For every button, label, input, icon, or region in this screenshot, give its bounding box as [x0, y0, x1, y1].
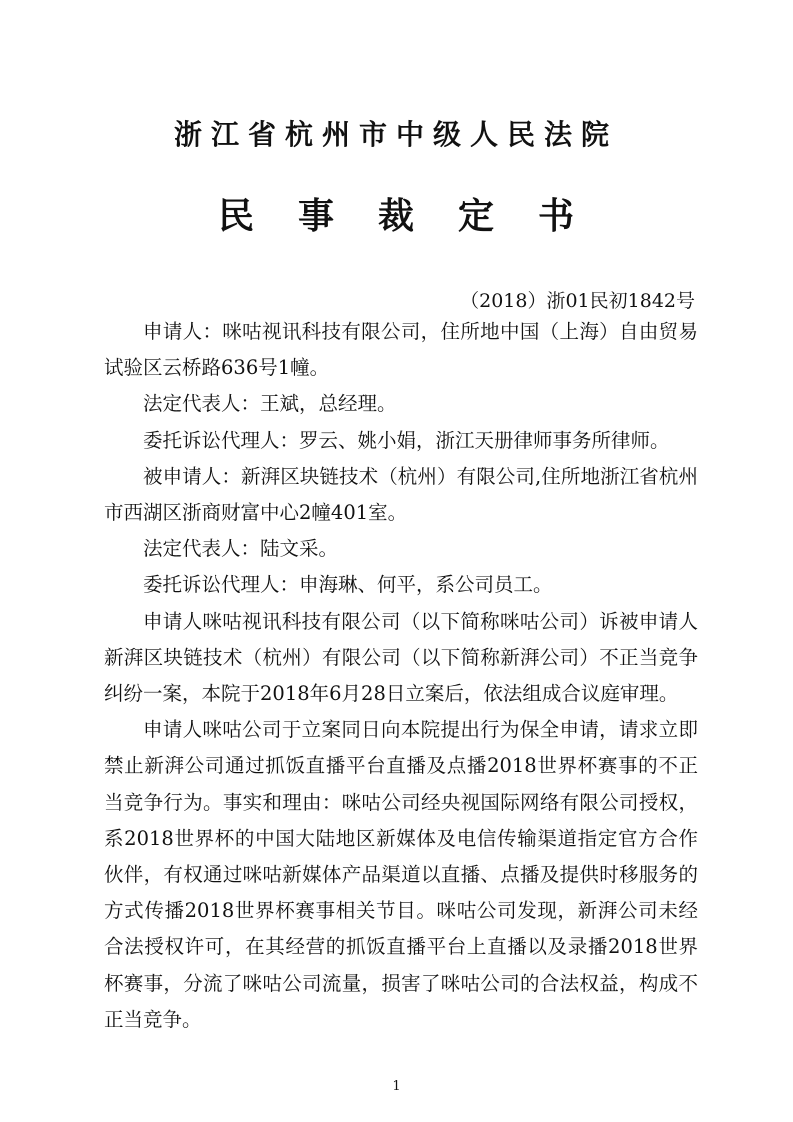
- respondent-agent-paragraph: 委托诉讼代理人：申海琳、何平，系公司员工。: [143, 573, 553, 597]
- respondent-paragraph: 被申请人：新湃区块链技术（杭州）有限公司,住所地浙江省杭州市西湖区浙商财富中心2幢401室。: [104, 464, 698, 525]
- applicant-agent-paragraph: 委托诉讼代理人：罗云、姚小娟，浙江天册律师事务所律师。: [143, 428, 670, 452]
- court-name-heading: 浙江省杭州市中级人民法院: [173, 118, 618, 151]
- page-number: 1: [392, 1079, 401, 1094]
- respondent-legal-rep-paragraph: 法定代表人：陆文采。: [143, 537, 339, 561]
- document-type-heading: 民事裁定书: [217, 196, 618, 237]
- case-number: （2018）浙01民初1842号: [460, 290, 695, 312]
- case-summary-paragraph: 申请人咪咕视讯科技有限公司（以下简称咪咕公司）诉被申请人新湃区块链技术（杭州）有限公司（以下简称新湃公司）不正当竞争纠纷一案，本院于2018年6月28日立案后，依法组成合议庭审理。: [104, 609, 698, 706]
- applicant-legal-rep-paragraph: 法定代表人：王斌，总经理。: [143, 392, 397, 416]
- document-body: [104, 314, 698, 1038]
- application-facts-paragraph: 申请人咪咕公司于立案同日向本院提出行为保全申请，请求立即禁止新湃公司通过抓饭直播平台直播及点播2018世界杯赛事的不正当竞争行为。事实和理由：咪咕公司经央视国际网络有限公司授权，系2018世界杯的中国大陆地区新媒体及电信传输渠道指定官方合作伙伴，有权通过咪咕新媒体产品渠道以直播、点播及提供时移服务的方式传播2018世界杯赛事相关节目。咪咕公司发现，新湃公司未经合法授权许可，在其经营的抓饭直播平台上直播以及录播2018世界杯赛事，分流了咪咕公司流量，损害了咪咕公司的合法权益，构成不正当竞争。: [104, 718, 698, 1031]
- applicant-paragraph: 申请人：咪咕视讯科技有限公司，住所地中国（上海）自由贸易试验区云桥路636号1幢。: [104, 320, 698, 380]
